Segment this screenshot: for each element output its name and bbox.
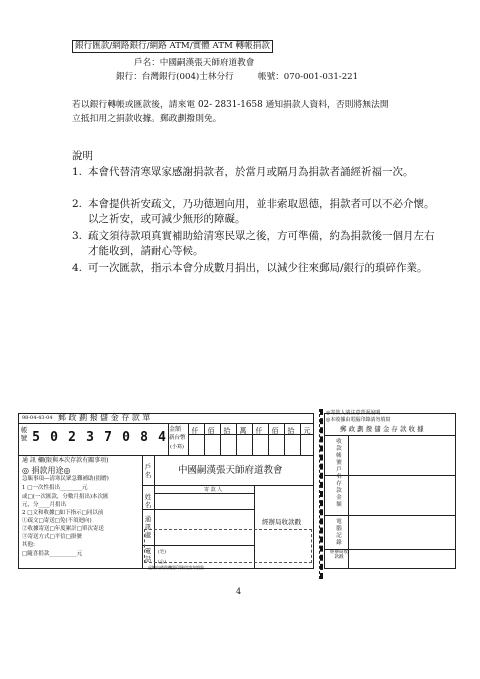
transfer-note-line-1: 若以銀行轉帳或匯款後，請來電 02- 2831-1658 通知捐款人資料，否則將無法開 [72,100,389,110]
transfer-note [72,98,432,126]
comm-line: 或□(一次匯款，分數月捐出)本次匯 [22,494,109,500]
amount-units [188,423,314,455]
note-item-3 [72,229,444,259]
account-digit: 3 [86,430,94,445]
comm-label: 通 訊 欄(限與本次存款有關事項) [22,457,109,464]
note-item-text: 疏文須待款項真實補助給清寒民眾之後，方可準備，約為捐款後一個月左右才能收到，請耐心等候。 [88,230,435,257]
note-item-number: 4. [72,262,83,274]
account-digit: 7 [104,430,112,445]
slip-tear-line [319,409,323,579]
receipt-rule [324,475,456,476]
account-digit: 8 [140,430,148,445]
amount-unit: 仟 [255,427,263,435]
note-item-2 [72,197,444,227]
name-rule [142,509,254,510]
note-item-1 [72,165,444,195]
address-label: 通訊處 [144,515,152,539]
receipt-title-rule [324,435,456,436]
page-number: 4 [236,587,242,596]
payee-rule [142,485,314,486]
digits-row-rule [18,455,314,456]
note-item-4 [72,261,444,291]
phone-home: (宅) [158,550,167,555]
name-label: 姓名 [144,493,152,509]
amount-label: 金額 [169,426,182,433]
comm-line: □隨喜捐款__________元 [22,551,83,557]
amount-unit: 元 [303,427,311,435]
account-number-line: 帳號：070-001-031-221 [258,72,359,82]
account-name-line: 戶名：中國嗣漢張天師府道教會 [134,58,255,68]
machine-area [144,529,312,563]
amount-unit: 萬 [239,427,247,435]
comm-line: 其他: [22,542,35,548]
receipt-amount-label: 存款金額 [336,481,342,508]
purpose-sub: 急賑事項—清寒民眾急難補助(捐贈) [22,476,109,482]
comm-line: ③寄送方式□平信□掛號 [22,534,82,540]
account-label: 帳號 [20,426,28,442]
receipt-note-1: ◎寄款人請注意背面說明 [326,410,381,416]
comm-line: ①疏文□寄送□免(不須迴向) [22,518,92,524]
note-item-text: 本會提供祈安疏文，乃功德迴向用，並非索取恩德，捐款者可以不必介懷。以之祈安，或可減少無形的障礙。 [88,198,435,225]
comm-line: 元，分____月捐出 [22,502,67,508]
amount-unit: 仟 [191,427,199,435]
bottom-note: 虛線內備供機器印錄用請勿填寫 [148,565,204,570]
receipt-rule [324,515,456,516]
account-digit: 2 [68,430,76,445]
stamp-label: 經辦局收款戳 [262,518,301,526]
postal-deposit-slip [18,409,456,573]
comm-line: 1 □一次性捐出________元 [22,485,88,491]
note-item-text: 本會代替清寒眾家感謝捐款者，於當月或隔月為捐款者誦經祈福一次。 [88,166,414,178]
amount-unit: 拾 [287,427,295,435]
payee-name: 中國嗣漢張天師府道教會 [178,465,283,476]
sender-header-rule [154,493,254,494]
phone-label: 電話 [144,547,152,563]
form-code: 98-04-43-04 [22,415,53,421]
comm-divider [142,455,143,569]
bank-transfer-title: 銀行匯款/網路銀行/網路 ATM/實體 ATM 轉帳捐款 [72,40,273,53]
note-item-number: 2. [72,198,83,210]
account-digit: 4 [158,430,166,445]
payee-label: 戶名 [144,463,152,479]
amount-unit: 佰 [207,427,215,435]
receipt-acct-label: 收款帳號戶名 [336,439,342,480]
receipt-title: 郵 政 劃 撥 儲 金 存 款 收 據 [340,425,424,433]
note-item-number: 3. [72,230,83,242]
bank-line: 銀行：台灣銀行(004)士林分行 [116,72,234,82]
amount-unit: 佰 [271,427,279,435]
receipt-note-2: ◎本收據由電腦印錄請勿填寫 [326,417,391,423]
note-item-text: 可一次匯款，指示本會分成數月捐出，以減少往來郵局/銀行的瑣碎作業。 [88,262,428,274]
sender-header: 寄 款 人 [204,487,223,493]
receipt-stamp-label: 經辦局收款戳 [330,550,348,560]
amount-unit: 拾 [223,427,231,435]
notes-title: 說明 [72,150,93,162]
slip-title: 郵 政 劃 撥 儲 金 存 款 單 [58,413,151,422]
account-digit: 0 [50,430,58,445]
note-item-number: 1. [72,166,83,178]
account-digit: 5 [32,430,40,445]
transfer-note-line-2: 立抵扣用之捐款收據。郵政劃撥則免。 [72,114,222,124]
receipt-record-label: 電腦記錄 [336,519,342,546]
purpose-label: ◎ 捐款用途◎ [22,466,71,475]
comm-line: ②收據寄送□年度累計□單次寄送 [22,526,104,532]
phone-office: (公) [158,560,167,565]
comm-line: 2 □文和收據□如下指示□同以前 [22,510,104,516]
account-digit: 0 [122,430,130,445]
amount-sublabel-2: (小寫) [170,444,184,450]
amount-sublabel: 新台幣 [169,435,186,441]
